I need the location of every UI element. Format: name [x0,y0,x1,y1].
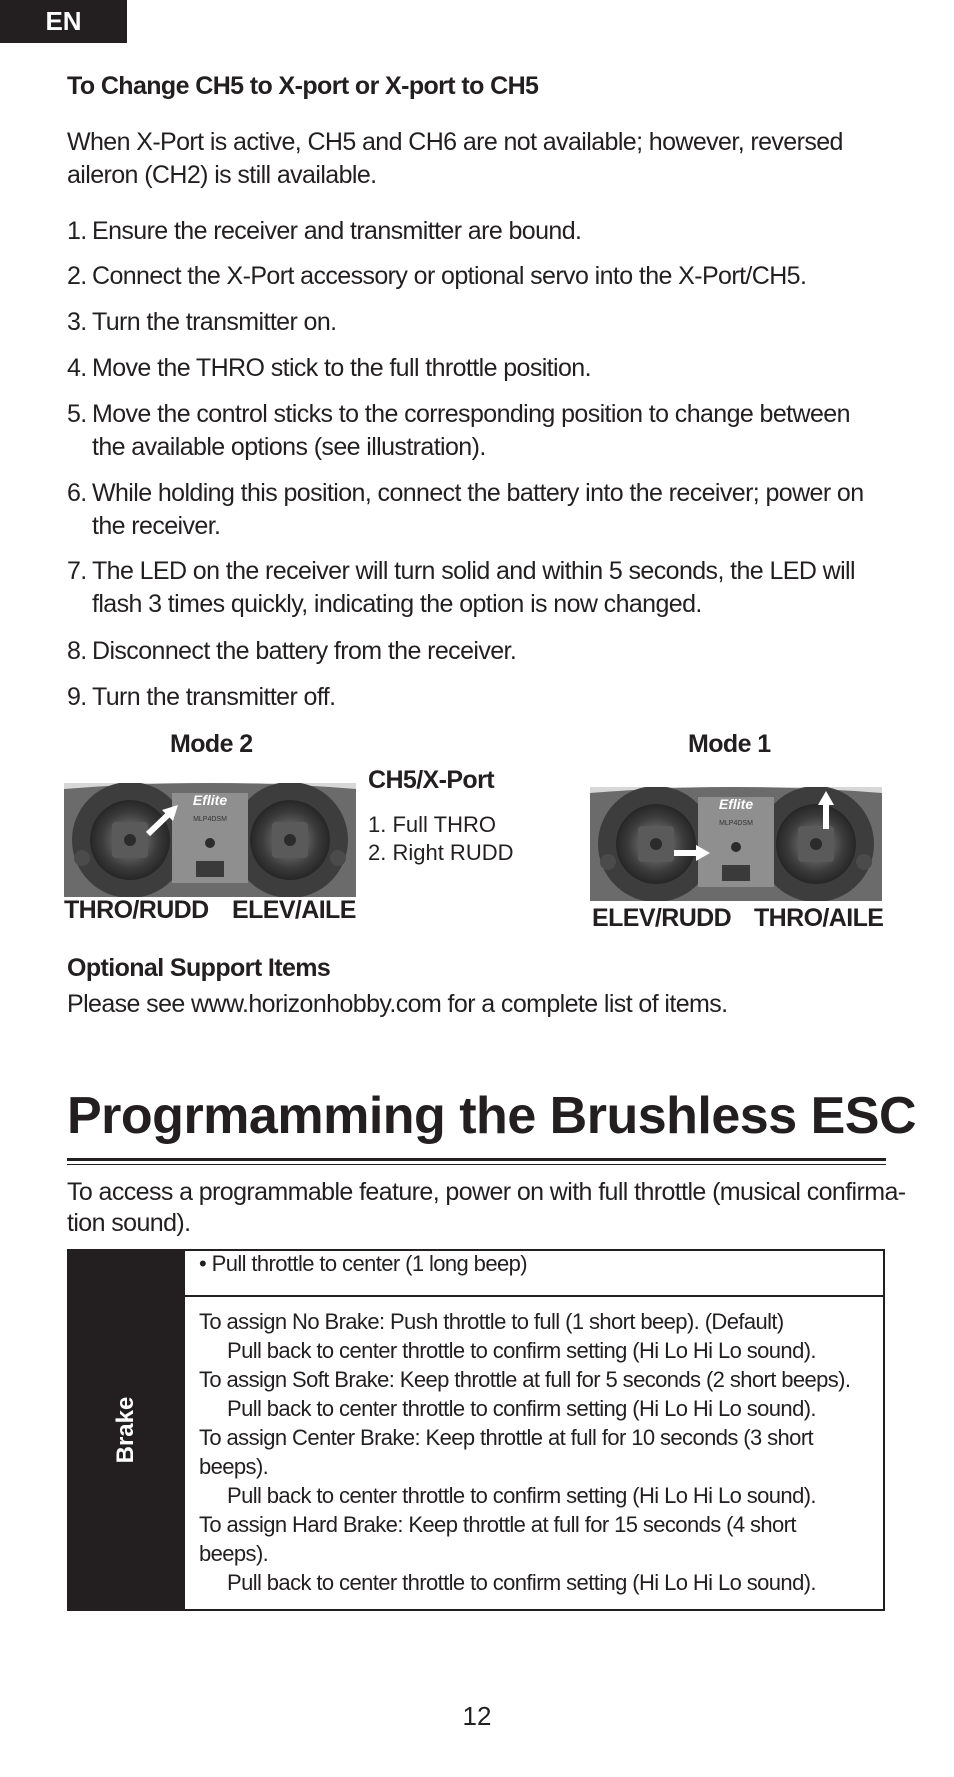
ch5-xport-title: CH5/X-Port [368,766,494,794]
ch5-item-1: 1. Full THRO [368,812,496,837]
section-title-change-ch5: To Change CH5 to X-port or X-port to CH5 [67,72,539,100]
step-text: While holding this position, connect the battery into the receiver; power on the receiver. [92,479,864,540]
list-item [67,260,887,293]
step-text: The LED on the receiver will turn solid and within 5 seconds, the LED will flash 3 times quickly, indicating the option is now changed. [92,557,855,618]
brake-table [67,1249,885,1611]
section-intro: When X-Port is active, CH5 and CH6 are not available; however, reversed aileron (CH2) is still available. [67,128,843,189]
list-item [67,306,887,339]
step-number: 5. [67,400,87,428]
step-number: 3. [67,308,87,336]
heading-divider [67,1158,886,1161]
step-number: 6. [67,479,87,507]
mode2-right-stick-label: ELEV/AILE [232,896,356,924]
step-text: Turn the transmitter off. [92,683,336,711]
esc-intro-line2: tion sound). [67,1209,191,1237]
brake-side-header [68,1250,184,1610]
mode1-title: Mode 1 [688,730,771,758]
brake-option-no-brake [199,1307,869,1365]
model-label: MLP4DSM [193,816,227,823]
brand-logo: Eflite [192,792,228,808]
esc-heading: Progrmamming the Brushless ESC [67,1087,916,1145]
option-assign-text: To assign Hard Brake: Keep throttle at full for 15 seconds (4 short beeps). [199,1512,796,1566]
heading-divider-thin [67,1164,886,1165]
mode1-left-stick-label: ELEV/RUDD [592,904,732,932]
option-assign-text: To assign Center Brake: Keep throttle at full for 10 seconds (3 short beeps). [199,1425,814,1479]
step-text: Turn the transmitter on. [92,308,337,336]
step-number: 1. [67,217,87,245]
brake-label: Brake [112,1396,139,1464]
ch5-item-2: 2. Right RUDD [368,840,514,865]
option-confirm-text: Pull back to center throttle to confirm setting (Hi Lo Hi Lo sound). [227,1483,816,1508]
brake-option-center-brake [199,1423,869,1510]
step-text: Move the THRO stick to the full throttle position. [92,354,591,382]
mode2-transmitter-image [64,783,356,897]
mode1-transmitter-image [590,787,882,901]
optional-support-title: Optional Support Items [67,954,331,982]
option-confirm-text: Pull back to center throttle to confirm setting (Hi Lo Hi Lo sound). [227,1396,816,1421]
option-confirm-text: Pull back to center throttle to confirm setting (Hi Lo Hi Lo sound). [227,1338,816,1363]
brake-option-hard-brake [199,1510,869,1597]
step-text: Move the control sticks to the corresponding position to change between the available options (see illustration). [92,400,850,461]
list-item [67,681,887,714]
brake-option-soft-brake [199,1365,869,1423]
step-text: Connect the X-Port accessory or optional servo into the X-Port/CH5. [92,262,807,290]
model-label: MLP4DSM [719,820,753,827]
step-number: 8. [67,637,87,665]
list-item [67,635,887,668]
step-number: 9. [67,683,87,711]
page-number: 12 [462,1701,492,1731]
step-number: 2. [67,262,87,290]
option-assign-text: To assign Soft Brake: Keep throttle at full for 5 seconds (2 short beeps). [199,1367,851,1392]
table-row [184,1296,884,1610]
step-number: 7. [67,557,87,585]
list-item [67,215,887,248]
esc-intro-line1: To access a programmable feature, power on with full throttle (musical confirma- [67,1178,906,1206]
list-item [67,398,887,464]
mode1-right-stick-label: THRO/AILE [754,904,884,932]
pull-throttle-text: • Pull throttle to center (1 long beep) [199,1251,527,1276]
table-row [184,1250,884,1296]
optional-support-text: Please see www.horizonhobby.com for a complete list of items. [67,990,728,1018]
language-tab: EN [0,0,127,43]
list-item [67,477,887,543]
step-text: Disconnect the battery from the receiver. [92,637,517,665]
step-number: 4. [67,354,87,382]
option-assign-text: To assign No Brake: Push throttle to full (1 short beep). (Default) [199,1309,784,1334]
mode2-left-stick-label: THRO/RUDD [64,896,209,924]
mode2-title: Mode 2 [170,730,253,758]
list-item [67,352,887,385]
step-text: Ensure the receiver and transmitter are bound. [92,217,582,245]
option-confirm-text: Pull back to center throttle to confirm setting (Hi Lo Hi Lo sound). [227,1570,816,1595]
list-item [67,555,887,621]
brand-logo: Eflite [718,796,754,812]
